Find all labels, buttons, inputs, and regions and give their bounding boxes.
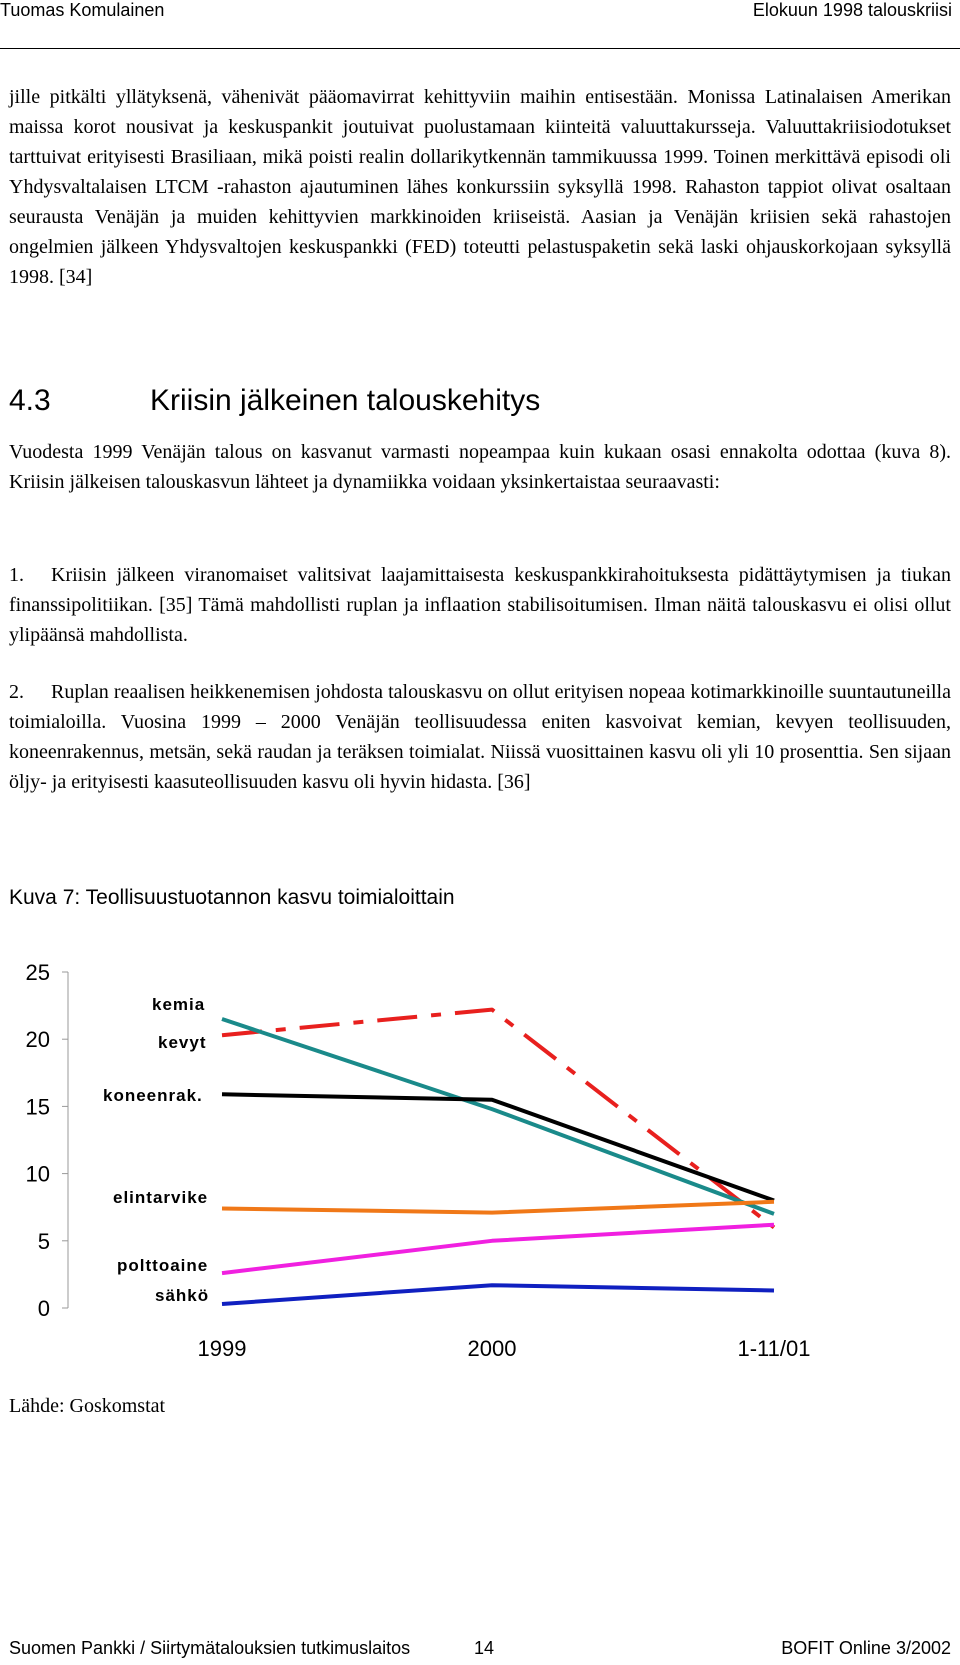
header-author: Tuomas Komulainen — [0, 0, 165, 20]
y-tick-label: 25 — [25, 960, 50, 985]
series-line-elintarvike — [222, 1202, 774, 1213]
series-label: kevyt — [158, 1033, 207, 1052]
footer-page-number: 14 — [474, 1638, 495, 1658]
list-item — [9, 677, 951, 797]
list-item-text: Kriisin jälkeen viranomaiset valitsivat laajamittaisesta keskuspankkirahoituksesta pidättäytymisen ja tiukan finanssipolitiikan. [35] Tämä mahdollisti ruplan ja inflaation stabilisoitumisen. Ilman näitä talouskasvu ei olisi ollut ylipäänsä mahdollista. — [9, 564, 951, 646]
list-item — [9, 560, 951, 650]
series-line-sähkö — [222, 1285, 774, 1304]
series-label: kemia — [152, 995, 206, 1014]
footer-institution: Suomen Pankki / Siirtymätalouksien tutkimuslaitos — [9, 1638, 411, 1658]
footer-publication: BOFIT Online 3/2002 — [781, 1638, 951, 1658]
y-tick-label: 0 — [37, 1296, 50, 1321]
y-tick-label: 15 — [25, 1094, 50, 1120]
x-tick-label: 1999 — [197, 1336, 247, 1361]
section-title: Kriisin jälkeinen talouskehitys — [150, 384, 541, 417]
line-chart — [0, 940, 960, 1380]
x-tick-label: 2000 — [467, 1336, 517, 1361]
paragraph-1: jille pitkälti yllätyksenä, vähenivät pääomavirrat kehittyviin maihin entisestään. Monissa Latinalaisen Amerikan maissa korot nousivat ja keskuspankit joutuivat puolustamaan kiinteitä valuuttakursseja. Valuuttakriisiodotukset tarttuivat erityisesti Brasiliaan, mikä poisti realin dollarikytkennän tammikuussa 1999. Toinen merkittävä episodi oli Yhdysvaltalaisen LTCM -rahaston ajautuminen lähes konkurssiin syksyllä 1998. Rahaston tappiot olivat osaltaan seurausta Venäjän ja muiden kehittyvien markkinoiden kriiseistä. Aasian ja Venäjän kriisien sekä rahastojen ongelmien jälkeen Yhdysvaltojen keskuspankki (FED) toteutti pelastuspaketin sekä laski ohjauskorkojaan syksyllä 1998. [34] — [9, 86, 951, 288]
series-line-kemia — [222, 1010, 774, 1228]
chart-series — [222, 1010, 774, 1304]
figure-source: Lähde: Goskomstat — [9, 1395, 166, 1417]
list-item-text: Ruplan reaalisen heikkenemisen johdosta talouskasvu on ollut erityisen nopeaa kotimarkkinoille suuntautuneilla toimialoilla. Vuosina 1999 – 2000 Venäjän teollisuudessa eniten kasvoivat kemian, kevyen teollisuuden, koneenrakennus, metsän, sekä raudan ja teräksen toimialat. Niissä vuosittainen kasvu oli yli 10 prosenttia. Sen sijaan öljy- ja erityisesti kaasuteollisuuden kasvu oli hyvin hidasta. [36] — [9, 681, 951, 793]
header-rule — [0, 48, 960, 49]
series-line-polttoaine — [222, 1225, 774, 1273]
y-tick-label: 20 — [25, 1027, 50, 1053]
series-label: sähkö — [155, 1286, 210, 1305]
header-title: Elokuun 1998 talouskriisi — [752, 0, 952, 20]
series-line-kevyt — [222, 1019, 774, 1214]
section-number: 4.3 — [9, 384, 51, 417]
paragraph-2: Vuodesta 1999 Venäjän talous on kasvanut varmasti nopeampaa kuin kukaan osasi ennakolta odottaa (kuva 8). Kriisin jälkeisen talouskasvun lähteet ja dynamiikka voidaan yksinkertaistaa seuraavasti: — [9, 441, 951, 493]
list-item-number: 1. — [9, 564, 24, 586]
chart-axes — [26, 960, 811, 1361]
chart-labels — [103, 995, 209, 1305]
list-item-number: 2. — [9, 681, 24, 703]
y-tick-label: 5 — [37, 1228, 50, 1254]
series-label: elintarvike — [113, 1188, 209, 1207]
page-header — [0, 0, 960, 50]
section-heading — [9, 384, 540, 418]
x-tick-label: 1-11/01 — [737, 1336, 811, 1361]
series-label: koneenrak. — [103, 1086, 203, 1105]
series-label: polttoaine — [117, 1256, 209, 1275]
y-tick-label: 10 — [25, 1161, 50, 1187]
figure-caption: Kuva 7: Teollisuustuotannon kasvu toimialoittain — [9, 886, 455, 909]
